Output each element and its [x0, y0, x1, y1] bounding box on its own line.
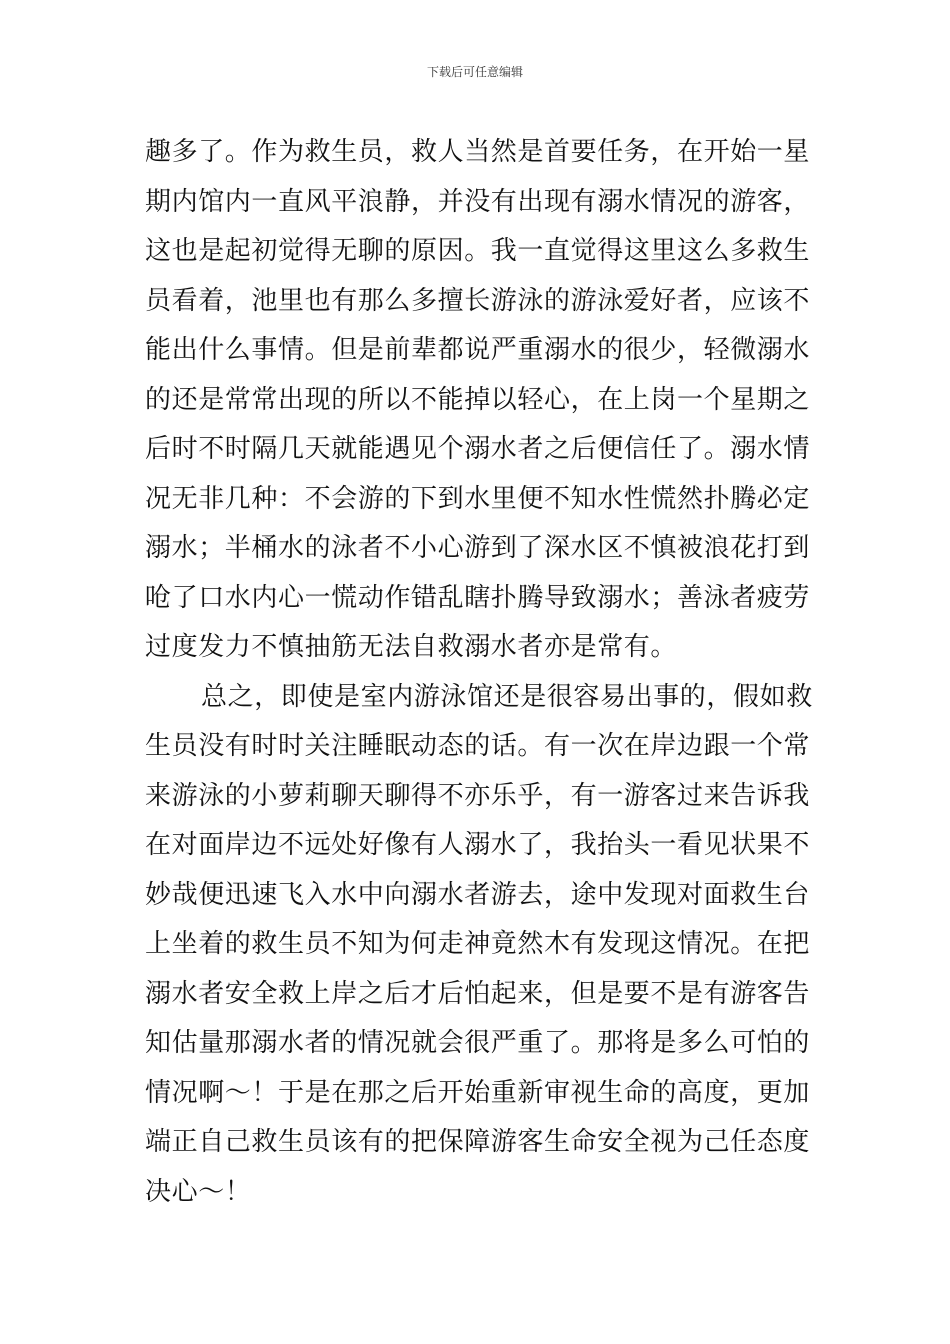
text-line: 这也是起初觉得无聊的原因。我一直觉得这里这么多救生	[145, 236, 811, 266]
text-line: 呛了口水内心一慌动作错乱瞎扑腾导致溺水；善泳者疲劳	[145, 582, 811, 613]
text-line: 总之，即使是室内游泳馆还是很容易出事的，假如救	[201, 681, 813, 712]
text-line: 知估量那溺水者的情况就会很严重了。那将是多么可怕的	[145, 1028, 811, 1058]
text-line: 来游泳的小萝莉聊天聊得不亦乐乎，有一游客过来告诉我	[145, 780, 811, 811]
text-line: 妙哉便迅速飞入水中向溺水者游去，途中发现对面救生台	[145, 879, 811, 910]
text-line: 期内馆内一直风平浪静，并没有出现有溺水情况的游客，	[145, 186, 811, 217]
text-line: 端正自己救生员该有的把保障游客生命安全视为己任态度	[145, 1127, 811, 1157]
text-line: 的还是常常出现的所以不能掉以轻心，在上岗一个星期之	[145, 384, 811, 415]
paragraph-1	[145, 128, 815, 673]
text-line: 况无非几种：不会游的下到水里便不知水性慌然扑腾必定	[145, 483, 811, 514]
document-body	[145, 128, 815, 1217]
paragraph-2	[145, 673, 815, 1218]
text-line: 生员没有时时关注睡眠动态的话。有一次在岸边跟一个常	[145, 731, 811, 761]
text-line: 员看着，池里也有那么多擅长游泳的游泳爱好者，应该不	[145, 285, 811, 316]
text-line: 趣多了。作为救生员，救人当然是首要任务，在开始一星	[145, 137, 811, 167]
text-line: 情况啊～！于是在那之后开始重新审视生命的高度，更加	[145, 1077, 811, 1108]
text-line: 溺水；半桶水的泳者不小心游到了深水区不慎被浪花打到	[145, 533, 811, 563]
text-line: 决心～！	[145, 1176, 252, 1207]
page-header: 下载后可任意编辑	[426, 65, 523, 79]
text-line: 后时不时隔几天就能遇见个溺水者之后便信任了。溺水情	[145, 434, 811, 464]
text-line: 在对面岸边不远处好像有人溺水了，我抬头一看见状果不	[145, 830, 811, 860]
text-line: 溺水者安全救上岸之后才后怕起来，但是要不是有游客告	[145, 978, 811, 1009]
text-line: 上坐着的救生员不知为何走神竟然木有发现这情况。在把	[145, 929, 811, 959]
text-line: 能出什么事情。但是前辈都说严重溺水的很少，轻微溺水	[145, 335, 811, 365]
text-line: 过度发力不慎抽筋无法自救溺水者亦是常有。	[145, 632, 678, 662]
